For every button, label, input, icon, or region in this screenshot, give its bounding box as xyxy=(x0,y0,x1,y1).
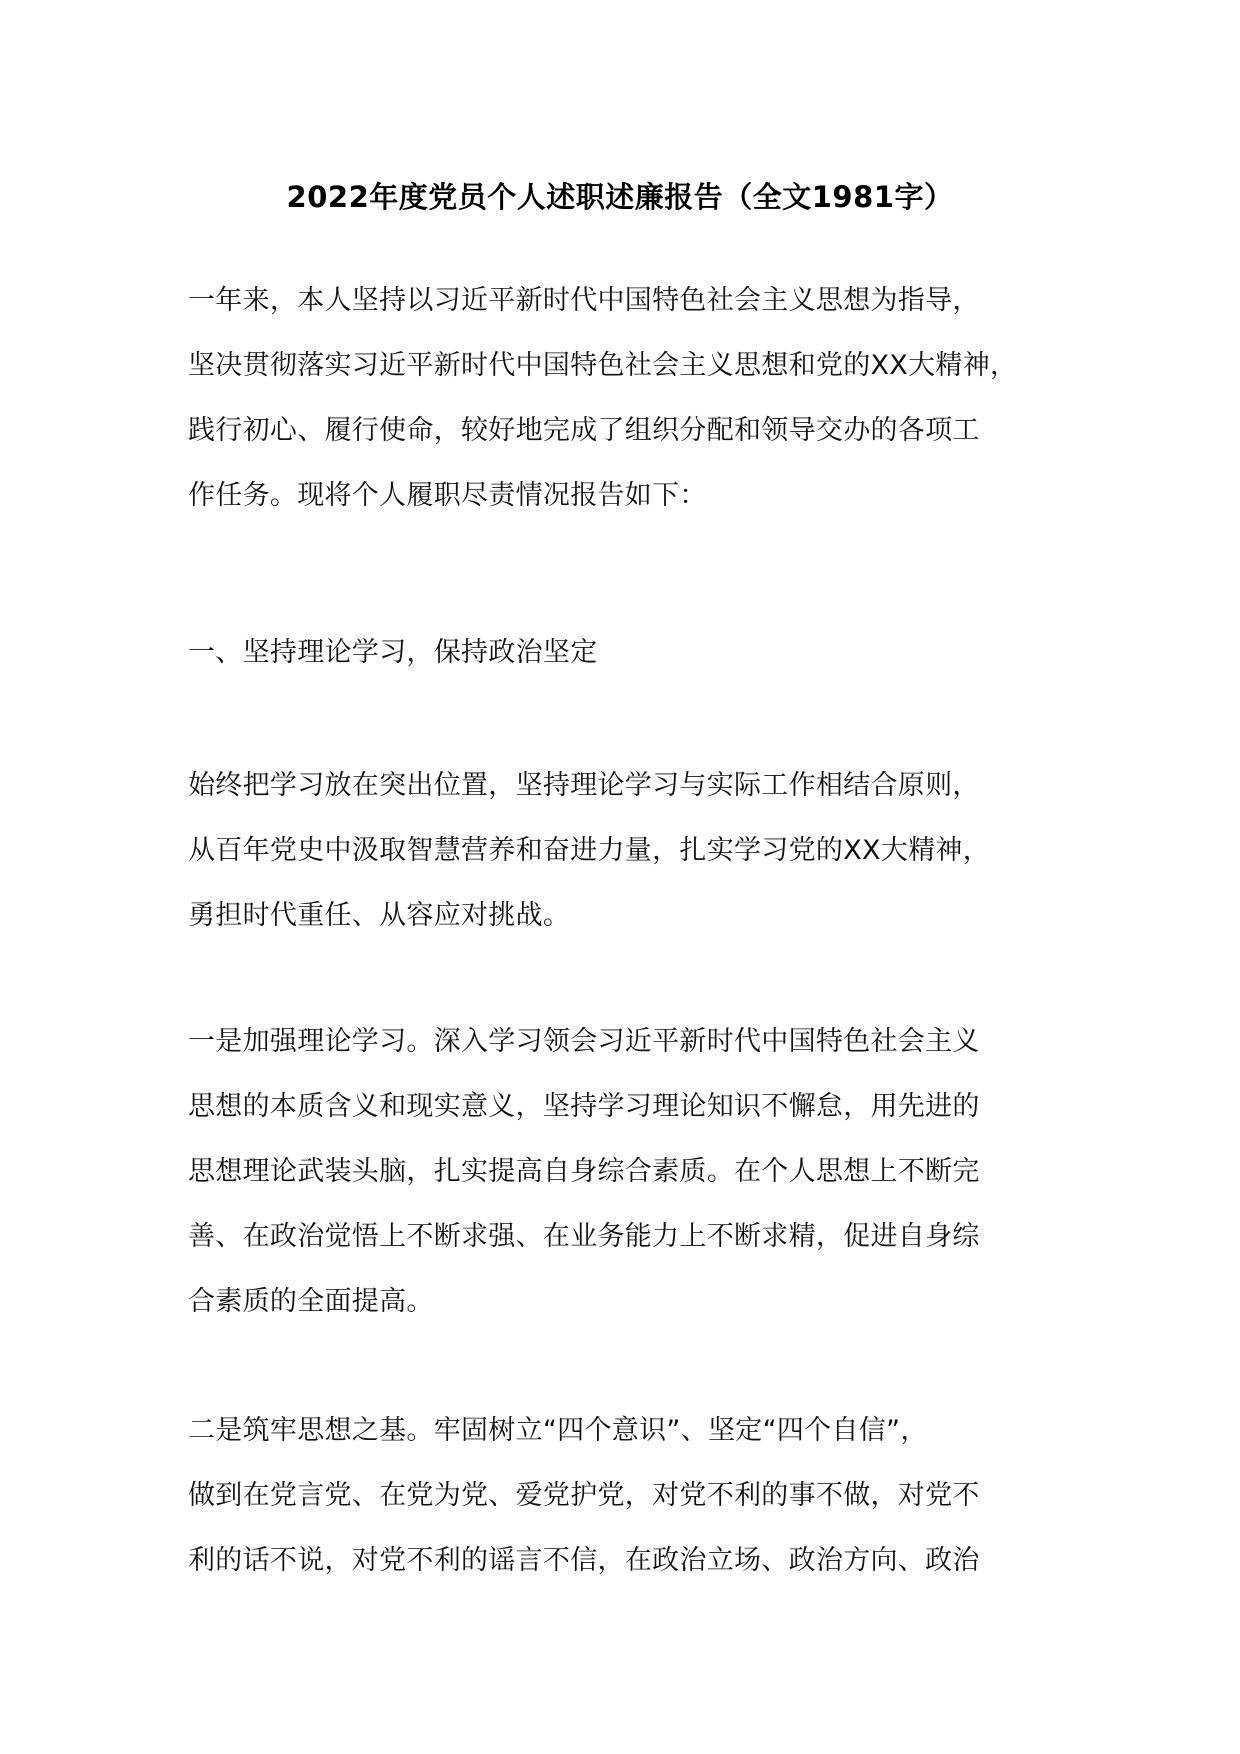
text-line: 思想理论武装头脑，扎实提高自身综合素质。在个人思想上不断完 xyxy=(188,1156,980,1187)
text-line: 做到在党言党、在党为党、爱党护党，对党不利的事不做，对党不 xyxy=(188,1480,980,1511)
text-line: 坚决贯彻落实习近平新时代中国特色社会主义思想和党的XX大精神， xyxy=(188,350,1018,381)
text-line: 思想的本质含义和现实意义，坚持学习理论知识不懈怠，用先进的 xyxy=(188,1091,980,1122)
document-title: 2022年度党员个人述职述廉报告（全文1981字） xyxy=(286,180,954,214)
text-line: 从百年党史中汲取智慧营养和奋进力量，扎实学习党的XX大精神， xyxy=(188,835,990,866)
text-line: 二是筑牢思想之基。牢固树立“四个意识”、坚定“四个自信”， xyxy=(188,1415,928,1446)
section-heading xyxy=(188,620,1068,685)
text-line: 作任务。现将个人履职尽责情况报告如下： xyxy=(188,480,707,511)
text-line: 一是加强理论学习。深入学习领会习近平新时代中国特色社会主义 xyxy=(188,1026,980,1057)
text-line: 利的话不说，对党不利的谣言不信，在政治立场、政治方向、政治 xyxy=(188,1545,980,1576)
text-line: 始终把学习放在突出位置，坚持理论学习与实际工作相结合原则， xyxy=(188,770,980,801)
section-paragraph xyxy=(188,1009,1068,1334)
intro-paragraph xyxy=(188,268,1068,528)
text-line: 勇担时代重任、从容应对挑战。 xyxy=(188,900,571,931)
section-paragraph xyxy=(188,1398,1068,1593)
text-line: 践行初心、履行使命，较好地完成了组织分配和领导交办的各项工 xyxy=(188,415,980,446)
section-paragraph xyxy=(188,753,1068,948)
text-line: 合素质的全面提高。 xyxy=(188,1286,434,1317)
text-line: 一年来，本人坚持以习近平新时代中国特色社会主义思想为指导， xyxy=(188,285,980,316)
text-line: 善、在政治觉悟上不断求强、在业务能力上不断求精，促进自身综 xyxy=(188,1221,980,1252)
section-heading-text: 一、坚持理论学习，保持政治坚定 xyxy=(188,637,598,668)
